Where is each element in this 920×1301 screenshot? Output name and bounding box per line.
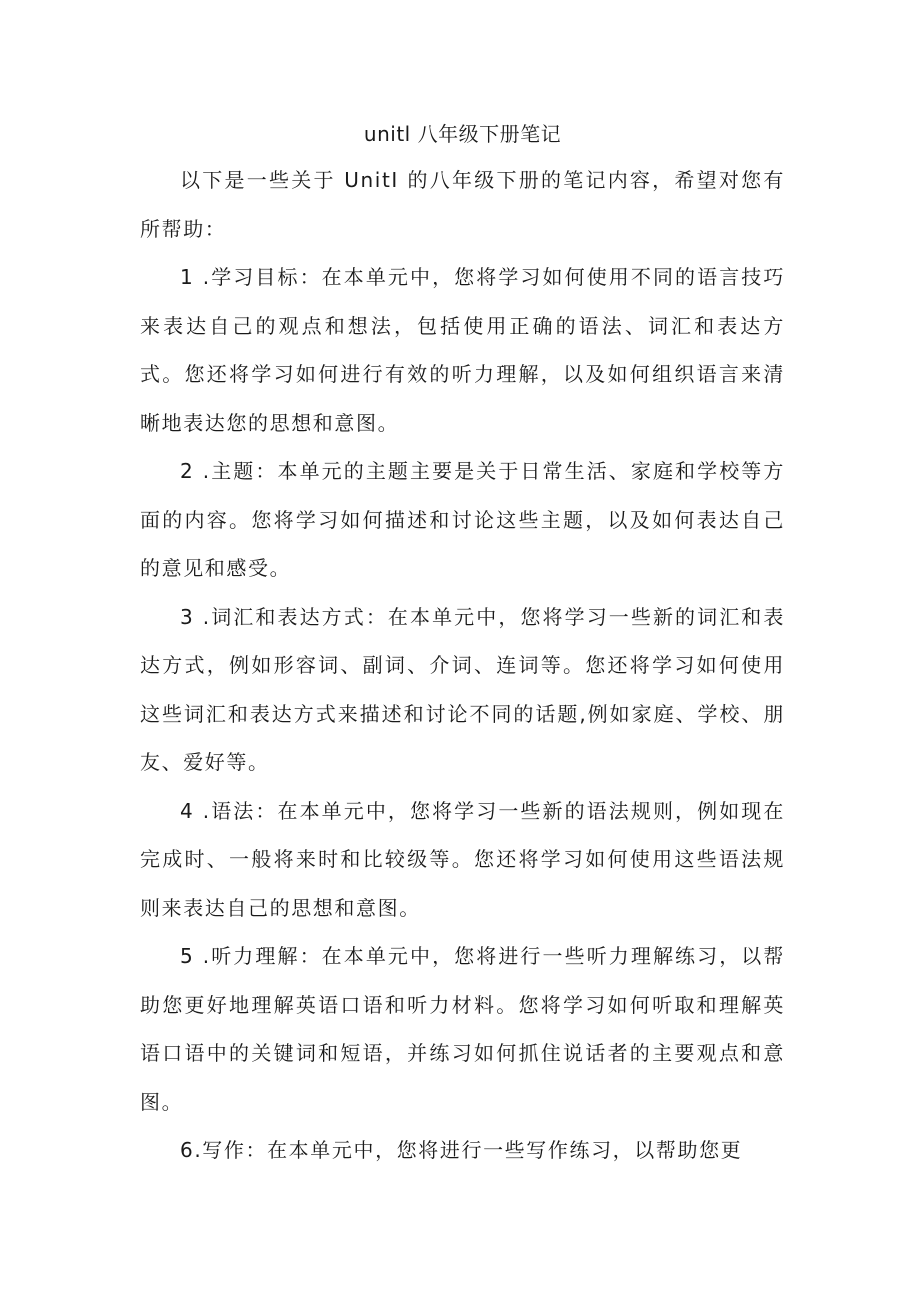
paragraph-learning-goals: 1 .学习目标：在本单元中，您将学习如何使用不同的语言技巧来表达自己的观点和想法，包括使用正确的语法、词汇和表达方式。您还将学习如何进行有效的听力理解，以及如何组织语言来清晰地表达您的思想和意图。	[140, 265, 785, 435]
paragraph-writing: 6.写作：在本单元中，您将进行一些写作练习，以帮助您更	[180, 1138, 743, 1162]
document-title: unitl 八年级下册笔记	[363, 122, 562, 146]
document-page	[140, 118, 785, 1175]
paragraph-grammar: 4 .语法：在本单元中，您将学习一些新的语法规则，例如现在完成时、一般将来时和比较级等。您还将学习如何使用这些语法规则来表达自己的思想和意图。	[140, 798, 785, 920]
intro-paragraph: 以下是一些关于 UnitI 的八年级下册的笔记内容，希望对您有所帮助：	[140, 168, 785, 241]
paragraph-vocabulary: 3 .词汇和表达方式：在本单元中，您将学习一些新的词汇和表达方式，例如形容词、副词、介词、连词等。您还将学习如何使用这些词汇和表达方式来描述和讨论不同的话题,例如家庭、学校、朋友、爱好等。	[140, 604, 785, 774]
paragraph-topic: 2 .主题：本单元的主题主要是关于日常生活、家庭和学校等方面的内容。您将学习如何描述和讨论这些主题，以及如何表达自己的意见和感受。	[140, 459, 785, 580]
paragraph-listening: 5 .听力理解：在本单元中，您将进行一些听力理解练习，以帮助您更好地理解英语口语和听力材料。您将学习如何听取和理解英语口语中的关键词和短语，并练习如何抓住说话者的主要观点和意图。	[140, 944, 785, 1114]
